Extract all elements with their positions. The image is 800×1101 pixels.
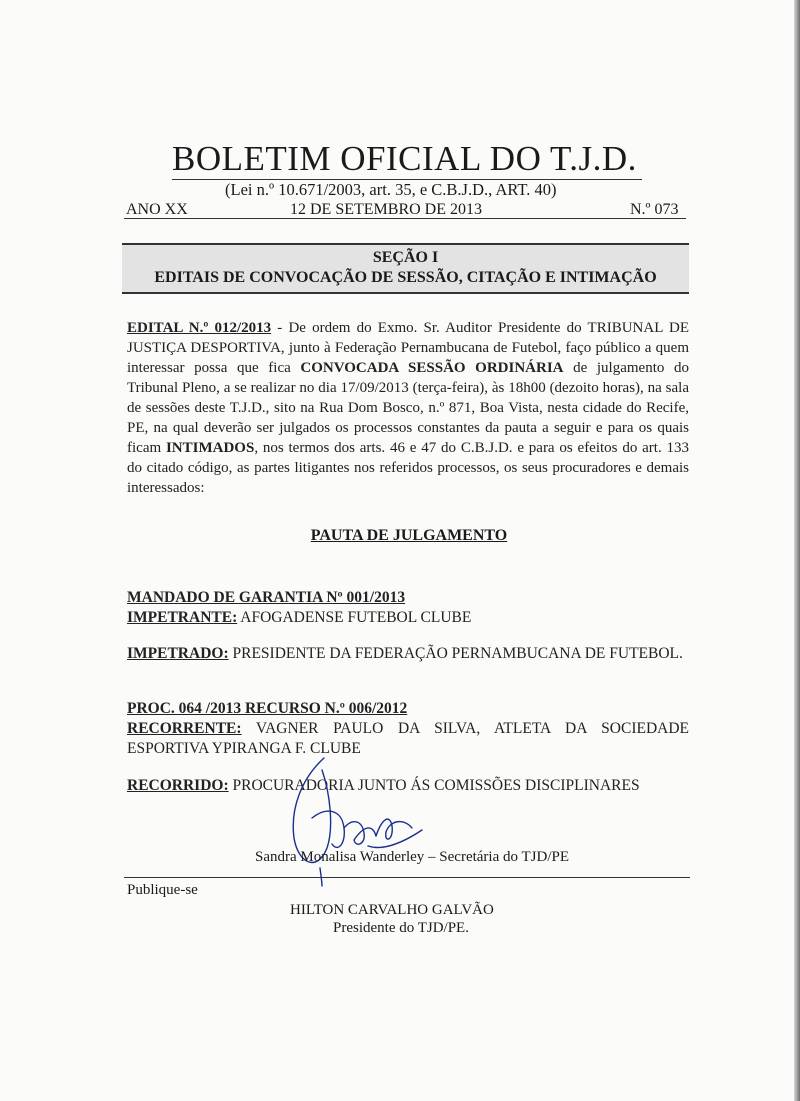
case1-title: MANDADO DE GARANTIA Nº 001/2013: [127, 589, 406, 606]
issue-year: ANO XX: [126, 201, 188, 218]
recorrente-label: RECORRENTE:: [127, 720, 242, 737]
recorrente-value: VAGNER PAULO DA SILVA, ATLETA DA SOCIEDADE ESPORTIVA YPIRANGA F. CLUBE: [127, 720, 689, 757]
issue-date: 12 DE SETEMBRO DE 2013: [290, 201, 482, 218]
recorrido-value: PROCURADORIA JUNTO ÁS COMISSÕES DISCIPLINARES: [228, 777, 640, 794]
edital-intimados: INTIMADOS: [165, 440, 255, 456]
edital-text-b: de julgamento do Tribunal Pleno, a se realizar no dia 17/09/2013 (terça-feira), às 18h00 (dezoito horas), na sala de sessões deste T.J.D., sito na Rua Dom Bosco, n.º 871, Boa Vista, nesta cidade do Recife, PE, na qual deverão ser julgados os processos constantes da pauta a seguir e para os quais ficam: [127, 360, 689, 456]
case1-impetrado: [127, 644, 689, 664]
edital-label: EDITAL N.º 012/2013: [127, 320, 272, 336]
divider: [124, 877, 690, 878]
case1-block: [127, 588, 689, 628]
president-name: HILTON CARVALHO GALVÃO: [290, 902, 494, 918]
edital-paragraph: [127, 318, 689, 498]
recorrido-label: RECORRIDO:: [127, 777, 229, 794]
section-title: EDITAIS DE CONVOCAÇÃO DE SESSÃO, CITAÇÃO E INTIMAÇÃO: [154, 269, 657, 286]
edital-text-c: , nos termos dos arts. 46 e 47 do C.B.J.D. e para os efeitos do art. 133 do citado código, as partes litigantes nos referidos processos, os seus procuradores e demais interessados:: [127, 440, 689, 496]
case2-title: PROC. 064 /2013 RECURSO N.º 006/2012: [127, 700, 408, 717]
issue-info-line: [124, 200, 686, 219]
case1-impetrante: [127, 608, 689, 628]
handwritten-signature: [272, 748, 432, 888]
president-role: Presidente do TJD/PE.: [333, 920, 469, 936]
impetrante-value: AFOGADENSE FUTEBOL CLUBE: [237, 609, 472, 626]
scan-edge: [794, 0, 800, 1101]
bulletin-title: BOLETIM OFICIAL DO T.J.D.: [172, 139, 642, 180]
publique-se: Publique-se: [127, 882, 198, 898]
legal-reference: (Lei n.º 10.671/2003, art. 35, e C.B.J.D., ART. 40): [225, 180, 557, 199]
secretary-signature-line: Sandra Monalisa Wanderley – Secretária do TJD/PE: [255, 849, 569, 865]
section-header: [122, 243, 689, 294]
issue-number: N.º 073: [630, 201, 679, 218]
impetrado-label: IMPETRADO:: [127, 645, 229, 662]
impetrante-label: IMPETRANTE:: [127, 609, 238, 626]
edital-text-a: - De ordem do Exmo. Sr. Auditor Presidente do TRIBUNAL DE JUSTIÇA DESPORTIVA, junto à Federação Pernambucana de Futebol, faço público a quem interessar possa que fica: [127, 320, 689, 376]
edital-convocada: CONVOCADA SESSÃO ORDINÁRIA: [300, 360, 564, 376]
section-number: SEÇÃO I: [372, 249, 439, 266]
impetrado-value: PRESIDENTE DA FEDERAÇÃO PERNAMBUCANA DE FUTEBOL.: [228, 645, 683, 662]
pauta-title: PAUTA DE JULGAMENTO: [310, 527, 508, 544]
